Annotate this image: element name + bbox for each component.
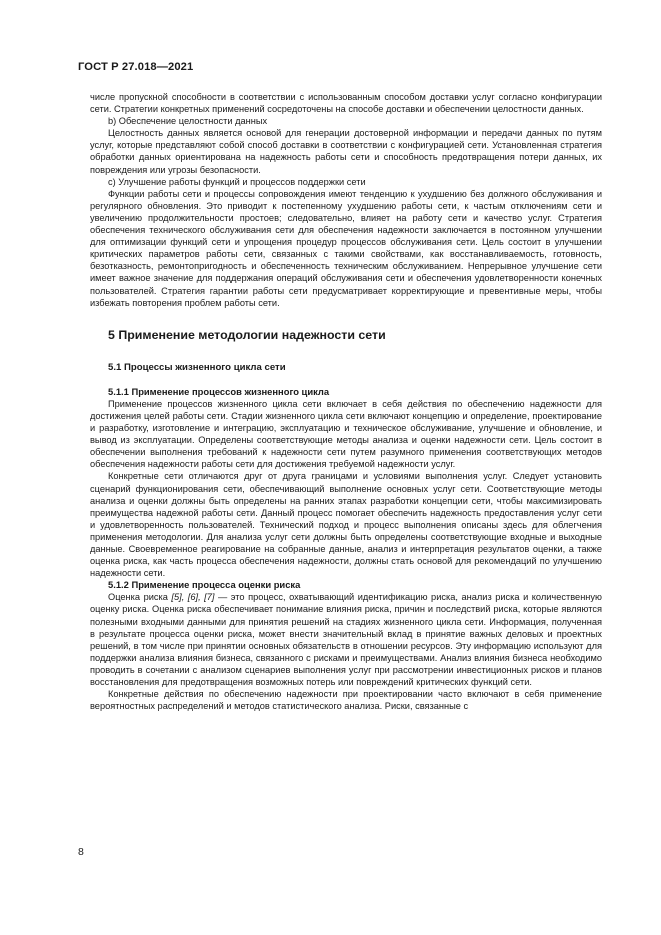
page-header: ГОСТ Р 27.018—2021 bbox=[78, 61, 194, 73]
paragraph: Применение процессов жизненного цикла сети включает в себя действия по обеспечению надежности для достижения целей работы сети. Стадии жизненного цикла сети включают концепцию и определение, проектирование и разработку, изготовление и интеграцию, эксплуатацию и техническое обслуживание, улучшение и обновление, и вывод из эксплуатации. Определены соответствующие методы анализа и оценки надежности сети. Цель состоит в обеспечении выполнения требований к надежности сети путем разумного применения соответствующих методов обеспечения надежности работы сети для достижения требуемой надежности услуг. bbox=[90, 398, 602, 470]
paragraph: Конкретные действия по обеспечению надежности при проектировании часто включают в себя применение вероятностных распределений и методов статистического анализа. Риски, связанные с bbox=[90, 689, 602, 712]
subsubsection-heading: 5.1.1 Применение процессов жизненного цикла bbox=[108, 385, 330, 397]
list-item-heading: с) Улучшение работы функций и процессов поддержки сети bbox=[108, 176, 366, 187]
paragraph: Функции работы сети и процессы сопровождения имеют тенденцию к ухудшению без должного обслуживания и регулярного обновления. Это приводит к постепенному ухудшению работы сети, к частым отключениям сети и увеличению продолжительности простоев; следовательно, влияет на работу сети и качество услуг. Стратегия обеспечения технического обслуживания сети для обеспечения надежности заключается в постоянном улучшении для оптимизации функций сети и упрощения процедур процессов обслуживания сети. Цель состоит в улучшении критических параметров работы сети, связанных с такими свойствами, как восстанавливаемость, готовность, безотказность, ремонтопригодность и обеспеченность техническим обслуживанием. Непрерывное улучшение сети имеет важное значение для поддержания операций обслуживания сети и обеспечения удовлетворенности конечных пользователей. Стратегия гарантии работы сети предусматривает корректирующие и превентивные меры, чтобы избежать повторения проблем работы сети. bbox=[90, 188, 602, 308]
subsection-heading: 5.1 Процессы жизненного цикла сети bbox=[108, 361, 286, 373]
subsubsection-heading: 5.1.2 Применение процесса оценки риска bbox=[108, 579, 301, 591]
list-item-heading: b) Обеспечение целостности данных bbox=[108, 116, 268, 127]
paragraph: Целостность данных является основой для генерации достоверной информации и передачи данных по путям услуг, которые представляют собой способ доставки в соответствии с конфигурацией сети. Установленная стратегия обработки данных ориентирована на надежность работы сети и способность предотвращения потери данных, их повреждения или угрозы безопасности. bbox=[90, 128, 602, 175]
document-body bbox=[90, 91, 602, 712]
paragraph: Конкретные сети отличаются друг от друга границами и условиями выполнения услуг. Следует установить сценарий функционирования сети, обеспечивающий выполнение основных услуг сети. Соответствующие методы анализа и оценки должны быть определены на ранних этапах разработки концепции сети, чтобы максимизировать преимущества надежной работы сети. Данный процесс помогает обеспечить надежность предоставления услуг сети и удовлетворенность пользователей. Технический подход и процесс выполнения описаны здесь для облегчения применения методологии. Для анализа услуг сети должны быть определены соответствующие входные и выходные данные. Своевременное реагирование на собранные данные, анализ и интерпретация результатов оценки, а также оценка риска, как часть процесса обеспечения надежности, должны стать основой для рекомендаций по улучшению надежности сети. bbox=[90, 471, 602, 579]
section-heading: 5 Применение методологии надежности сети bbox=[108, 327, 386, 342]
paragraph: числе пропускной способности в соответствии с использованным способом доставки услуг согласно конфигурации сети. Стратегии конкретных применений сосредоточены на способе доставки и обеспечении целостности данных. bbox=[90, 92, 602, 115]
text-run: Оценка риска bbox=[108, 592, 172, 603]
paragraph bbox=[90, 591, 602, 688]
page-number: 8 bbox=[78, 846, 84, 858]
reference-link[interactable]: [5], [6], [7] bbox=[171, 592, 215, 603]
text-run: — это процесс, охватывающий идентификацию риска, анализ риска и количественную оценку риска. Оценка риска обеспечивает понимание влияния риска, причин и последствий риска, которые являются полезными входными данными для принятия решений на стадиях жизненного цикла сети. Информация, полученная в результате процесса оценки риска, может внести значительный вклад в принятие важных деловых и проектных решений, в том числе при принятии основных обязательств в отношении ресурсов. Эту информацию используют для поддержки анализа влияния бизнеса, связанного с рисками и преимуществами. Анализ влияния бизнеса необходимо проводить в сочетании с анализом сценариев выполнения услуг при рассмотрении инвестиционных рисков и планов восстановления для предотвращения возможных потерь или повреждений критических функций сети. bbox=[90, 592, 602, 688]
